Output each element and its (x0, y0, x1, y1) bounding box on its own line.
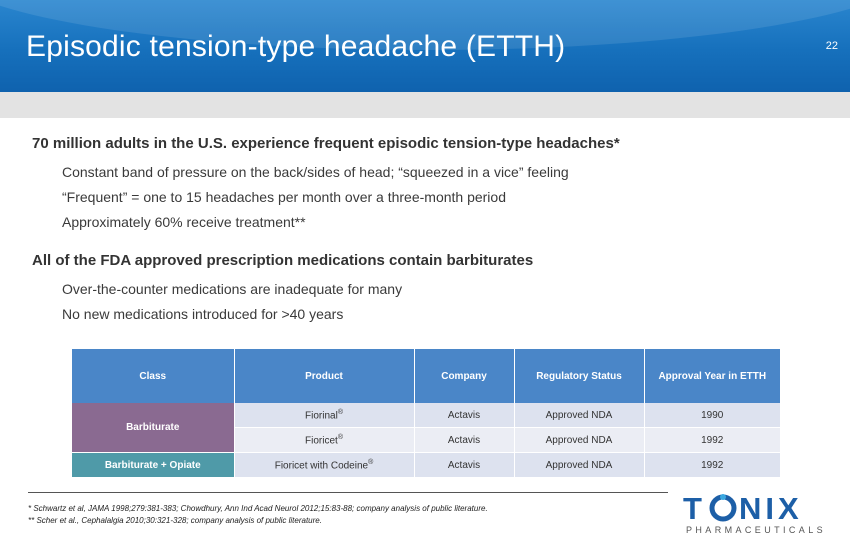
bullet-main-barbiturates: All of the FDA approved prescription medications contain barbiturates (32, 252, 534, 269)
footnote-1: * Schwartz et al, JAMA 1998;279:381-383; Chowdhury, Ann Ind Acad Neurol 2012;15:83-88; company analysis of public literature. (28, 504, 488, 513)
bullet-sub-no-new: No new medications introduced for >40 years (62, 306, 344, 322)
header-class: Class (72, 349, 234, 403)
bullet-sub-treatment: Approximately 60% receive treatment** (62, 214, 306, 230)
company-cell: Actavis (414, 428, 514, 453)
footnote-divider (28, 492, 668, 493)
header-regulatory-status: Regulatory Status (514, 349, 644, 403)
svg-text:NIX: NIX (739, 491, 803, 525)
page-number: 22 (825, 40, 838, 52)
status-cell: Approved NDA (514, 403, 644, 428)
logo-tagline: PHARMACEUTICALS (686, 525, 827, 535)
medications-table (72, 349, 780, 478)
bullet-sub-pressure: Constant band of pressure on the back/sides of head; “squeezed in a vice” feeling (62, 164, 569, 180)
class-cell-barbiturate: Barbiturate (72, 403, 234, 453)
table-row (72, 453, 780, 478)
header-product: Product (234, 349, 414, 403)
status-cell: Approved NDA (514, 453, 644, 478)
product-cell (234, 403, 414, 428)
registered-mark: ® (337, 408, 343, 416)
bullet-main-etth-prevalence: 70 million adults in the U.S. experience frequent episodic tension-type headaches* (32, 135, 620, 152)
table-row (72, 403, 780, 428)
tonix-logo-mark (683, 489, 828, 525)
svg-text:T: T (683, 491, 706, 525)
bullet-sub-otc: Over-the-counter medications are inadequate for many (62, 281, 403, 297)
registered-mark: ® (337, 433, 343, 441)
product-name: Fioricet (305, 435, 338, 447)
company-cell: Actavis (414, 453, 514, 478)
company-cell: Actavis (414, 403, 514, 428)
slide-title: Episodic tension-type headache (ETTH) (26, 30, 566, 63)
product-cell (234, 453, 414, 478)
year-cell: 1992 (644, 453, 780, 478)
footnotes (28, 503, 488, 527)
title-banner (0, 0, 850, 92)
header-company: Company (414, 349, 514, 403)
class-cell-barbiturate-opiate: Barbiturate + Opiate (72, 453, 234, 478)
product-name: Fiorinal (305, 410, 338, 422)
registered-mark: ® (368, 458, 374, 466)
footnote-2: ** Scher et al., Cephalalgia 2010;30:321-328; company analysis of public literature. (28, 516, 322, 525)
year-cell: 1990 (644, 403, 780, 428)
title-underbar (0, 92, 850, 118)
status-cell: Approved NDA (514, 428, 644, 453)
bullet-sub-frequent: “Frequent” = one to 15 headaches per month over a three-month period (62, 189, 506, 205)
table-header-row (72, 349, 780, 403)
tonix-logo (683, 489, 828, 539)
year-cell: 1992 (644, 428, 780, 453)
product-name: Fioricet with Codeine (274, 460, 369, 472)
product-cell (234, 428, 414, 453)
header-approval-year: Approval Year in ETTH (644, 349, 780, 403)
